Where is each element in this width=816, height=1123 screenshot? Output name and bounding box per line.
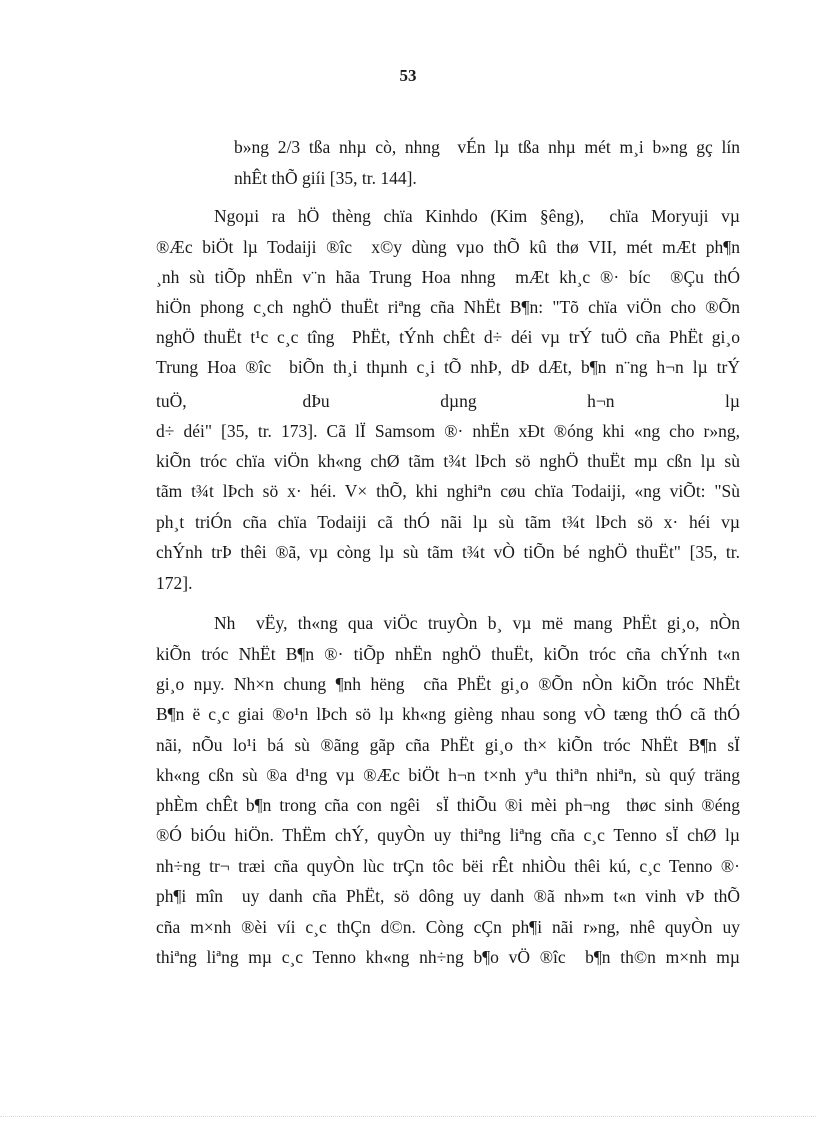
paragraph-line: tuÖ, dÞu dµng h¬n lµ (156, 391, 740, 411)
footer-divider (0, 1116, 816, 1117)
paragraph-line: chÝnh trÞ thêi ®ã, vµ còng lµ sù tãm t¾t vÒ tiÕn bé nghÖ thuËt" [35, tr. (156, 542, 740, 562)
paragraph-line: B¶n ë c¸c giai ®o¹n lÞch sö lµ kh«ng gièng nhau song vÒ tæng thÓ cã thÓ (156, 704, 740, 724)
paragraph-line: nh÷ng tr¬ træi cña quyÒn lùc trÇn tôc bëi rÊt nhiÒu thêi kú, c¸c Tenno ®· (156, 856, 740, 876)
paragraph-line: Ngoµi ra hÖ thèng chïa Kinhdo (Kim §êng), chïa Moryuji vµ (214, 206, 740, 226)
paragraph-line: d÷ déi" [35, tr. 173]. Cã lÏ Samsom ®· nhËn xÐt ®óng khi «ng cho r»ng, (156, 421, 740, 441)
paragraph-line: ph¸t triÓn cña chïa Todaiji cã thÓ nãi lµ sù tãm t¾t lÞch sö x· héi vµ (156, 512, 740, 532)
paragraph-line: Trung Hoa ®îc biÕn th¸i thµnh c¸i tÕ nhÞ, dÞ dÆt, b¶n n¨ng h¬n lµ trÝ (156, 357, 740, 377)
paragraph-line: Nh vËy, th«ng qua viÖc truyÒn b¸ vµ më mang PhËt gi¸o, nÒn (214, 613, 740, 633)
paragraph-line: ph¶i mîn uy danh cña PhËt, sö dông uy danh ®ã nh»m t«n vinh vÞ thÕ (156, 886, 740, 906)
paragraph-line: kiÕn tróc NhËt B¶n ®· tiÕp nhËn nghÖ thuËt, kiÕn tróc cña chÝnh t«n (156, 644, 740, 664)
paragraph-line: ®Æc biÖt lµ Todaiji ®îc x©y dùng vµo thÕ kû thø VII, mét mÆt ph¶n (156, 237, 740, 257)
paragraph-line: ¸nh sù tiÕp nhËn v¨n hãa Trung Hoa nhng mÆt kh¸c ®· bíc ®Çu thÓ (156, 267, 740, 287)
paragraph-line: hiÖn phong c¸ch nghÖ thuËt riªng cña NhËt B¶n: "Tõ chïa viÖn cho ®Õn (156, 297, 740, 317)
paragraph-line: tãm t¾t lÞch sö x· héi. V× thÕ, khi nghiªn cøu chïa Todaiji, «ng viÕt: "Sù (156, 481, 740, 501)
paragraph-line: kh«ng cßn sù ®a d¹ng vµ ®Æc biÖt h¬n t×nh yªu thiªn nhiªn, sù quý träng (156, 765, 740, 785)
paragraph-line: kiÕn tróc chïa viÖn kh«ng chØ tãm t¾t lÞch sö nghÖ thuËt mµ cßn lµ sù (156, 451, 740, 471)
paragraph-line: nghÖ thuËt t¹c c¸c tîng PhËt, tÝnh chÊt d÷ déi vµ trÝ tuÖ cña PhËt gi¸o (156, 327, 740, 347)
paragraph-line: gi¸o nµy. Nh×n chung ¶nh hëng cña PhËt gi¸o ®Õn nÒn kiÕn tróc NhËt (156, 674, 740, 694)
paragraph-line: nãi, nÕu lo¹i bá sù ®ãng gãp cña PhËt gi¸o th× kiÕn tróc NhËt B¶n sÏ (156, 735, 740, 755)
block-quote-line: nhÊt thÕ giíi [35, tr. 144]. (234, 168, 417, 188)
paragraph-line: phÈm chÊt b¶n trong cña con ngêi sÏ thiÕu ®i mèi ph¬ng thøc sinh ®éng (156, 795, 740, 815)
paragraph-line: ®Ó biÓu hiÖn. ThËm chÝ, quyÒn uy thiªng liªng cña c¸c Tenno sÏ chØ lµ (156, 825, 740, 845)
paragraph-line: 172]. (156, 573, 193, 593)
page-number: 53 (399, 66, 417, 85)
paragraph-line: cña m×nh ®èi víi c¸c thÇn d©n. Còng cÇn ph¶i nãi r»ng, nhê quyÒn uy (156, 917, 740, 937)
block-quote-line: b»ng 2/3 tßa nhµ cò, nhng vÉn lµ tßa nhµ mét m¸i b»ng gç lín (234, 137, 740, 157)
paragraph-line: thiªng liªng mµ c¸c Tenno kh«ng nh÷ng b¶o vÖ ®îc b¶n th©n m×nh mµ (156, 947, 740, 967)
